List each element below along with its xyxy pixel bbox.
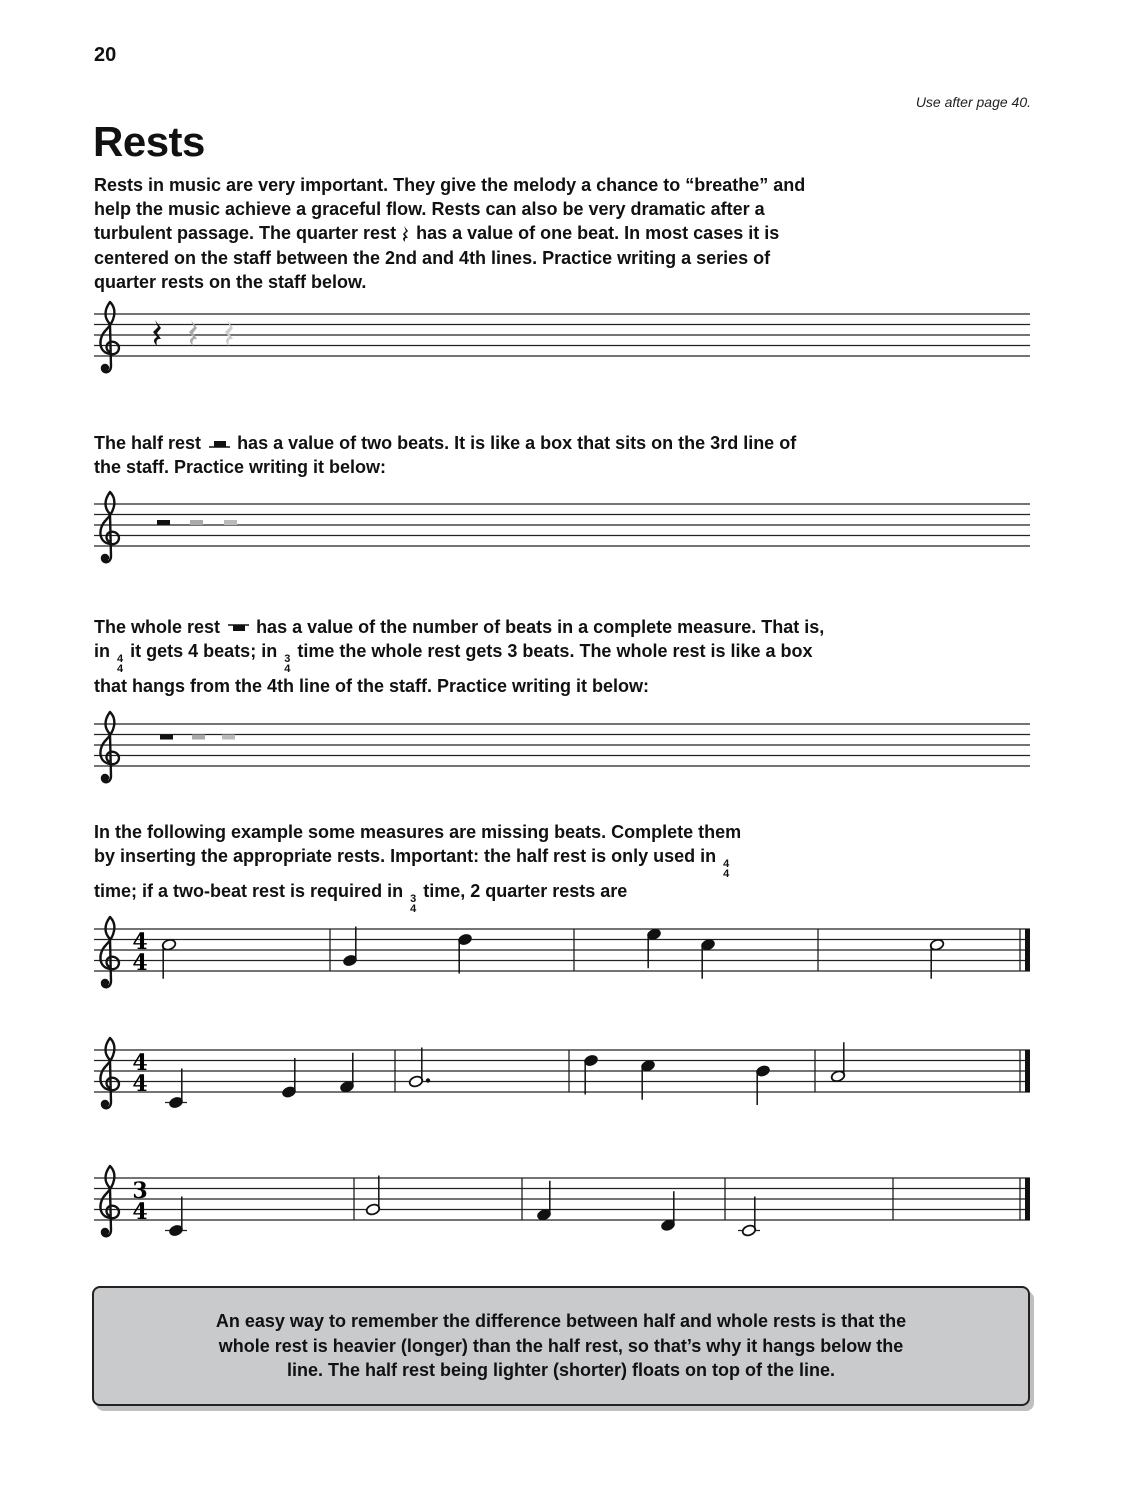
exercise-staff-1[interactable] xyxy=(0,905,1125,1015)
page-number: 20 xyxy=(94,44,117,66)
note-half xyxy=(830,1042,845,1083)
note-quarter xyxy=(342,927,357,968)
exercise-text-1: In the following example some measures are missing beats. Complete them by inserting the appropriate rests. Important: the half rest is only used in xyxy=(94,822,742,867)
note-half xyxy=(929,938,944,979)
time-signature-4-4-inline: 4 4 xyxy=(117,653,124,676)
treble-clef-icon xyxy=(100,302,119,373)
time-signature-3-4-inline: 3 4 xyxy=(284,653,291,676)
quarter-rest-trace-icon xyxy=(189,320,197,346)
time-signature-bottom: 4 xyxy=(132,950,148,976)
use-after-note: Use after page 40. xyxy=(915,94,1031,110)
whole-rest-paragraph xyxy=(94,615,834,698)
note-quarter xyxy=(660,1191,675,1232)
time-signature-top: 4 xyxy=(132,929,148,955)
time-signature-3-4-inline: 3 4 xyxy=(410,893,417,916)
exercise-text-2: time; if a two-beat rest is required in xyxy=(94,881,404,902)
half-rest-icon xyxy=(224,520,237,525)
note-quarter xyxy=(646,928,661,969)
half-rest-icon xyxy=(157,520,170,525)
exercise-paragraph xyxy=(94,820,754,914)
whole-rest-practice-staff[interactable] xyxy=(0,710,1125,800)
note-half xyxy=(738,1197,760,1238)
treble-clef-icon xyxy=(100,712,119,783)
exercise-staff-3[interactable] xyxy=(0,1154,1125,1264)
quarter-rest-paragraph xyxy=(94,173,814,294)
time-signature-bottom: 4 xyxy=(132,1199,148,1225)
exercise-text-3: time, 2 quarter rests are xyxy=(423,881,628,902)
quarter-rest-icon xyxy=(401,225,411,245)
note-quarter xyxy=(640,1059,655,1100)
whole-text-3: it gets 4 beats; in xyxy=(130,641,278,662)
half-text-1: The half rest xyxy=(94,433,202,453)
note-quarter xyxy=(339,1053,354,1094)
whole-rest-icon xyxy=(222,735,235,740)
final-barline-thick xyxy=(1025,1178,1030,1220)
note-quarter xyxy=(457,933,472,974)
half-rest-paragraph xyxy=(94,431,814,479)
quarter-text-2: has a value of one beat. In most cases it is centered on the staff between the 2nd and 4th lines. Practice writing a series of quarter rests on the staff below. xyxy=(94,223,780,292)
quarter-rest-trace-icon xyxy=(225,320,233,346)
tip-text: An easy way to remember the difference between half and whole rests is that the whole rest is heavier (longer) than the half rest, so that’s why it hangs below the line. The half rest being lighter (shorter) floats on top of the line. xyxy=(215,1311,907,1381)
note-quarter xyxy=(755,1064,770,1105)
half-rest-icon xyxy=(206,437,232,451)
note-quarter xyxy=(281,1058,296,1099)
treble-clef-icon xyxy=(100,1166,119,1237)
half-rest-icon xyxy=(190,520,203,525)
note-quarter xyxy=(165,1069,187,1110)
note-quarter xyxy=(536,1181,551,1222)
whole-rest-icon xyxy=(225,621,251,635)
note-quarter xyxy=(165,1197,187,1238)
note-half xyxy=(365,1176,380,1217)
note-half xyxy=(161,938,176,979)
quarter-rest-icon xyxy=(153,320,161,346)
note-quarter xyxy=(583,1054,598,1095)
quarter-rest-practice-staff[interactable] xyxy=(0,300,1125,390)
treble-clef-icon xyxy=(100,917,119,988)
whole-text-1: The whole rest xyxy=(94,617,221,637)
note-dotted-half xyxy=(408,1048,430,1089)
treble-clef-icon xyxy=(100,492,119,563)
note-quarter xyxy=(700,938,715,979)
final-barline-thick xyxy=(1025,929,1030,971)
treble-clef-icon xyxy=(100,1038,119,1109)
whole-rest-icon xyxy=(160,735,173,740)
quarter-text-1: Rests in music are very important. They give the melody a chance to “breathe” and help the music achieve a graceful flow. Rests can also be very dramatic after a turbulent passage. The quarter rest xyxy=(94,175,806,244)
whole-text-2: has a value of the number of beats in a complete measure. That is, in xyxy=(94,617,825,662)
time-signature-top: 4 xyxy=(132,1050,148,1076)
whole-rest-icon xyxy=(192,735,205,740)
page-title: Rests xyxy=(93,118,205,165)
time-signature-top: 3 xyxy=(132,1178,148,1204)
final-barline-thick xyxy=(1025,1050,1030,1092)
half-text-2: has a value of two beats. It is like a box that sits on the 3rd line of the staff. Practice writing it below: xyxy=(94,433,797,478)
tip-box xyxy=(92,1286,1030,1406)
whole-text-4: time the whole rest gets 3 beats. The whole rest is like a box that hangs from the 4th line of the staff. Practice writing it below: xyxy=(94,641,813,697)
half-rest-practice-staff[interactable] xyxy=(0,490,1125,580)
exercise-staff-2[interactable] xyxy=(0,1026,1125,1136)
time-signature-4-4-inline: 4 4 xyxy=(723,858,730,881)
time-signature-bottom: 4 xyxy=(132,1071,148,1097)
